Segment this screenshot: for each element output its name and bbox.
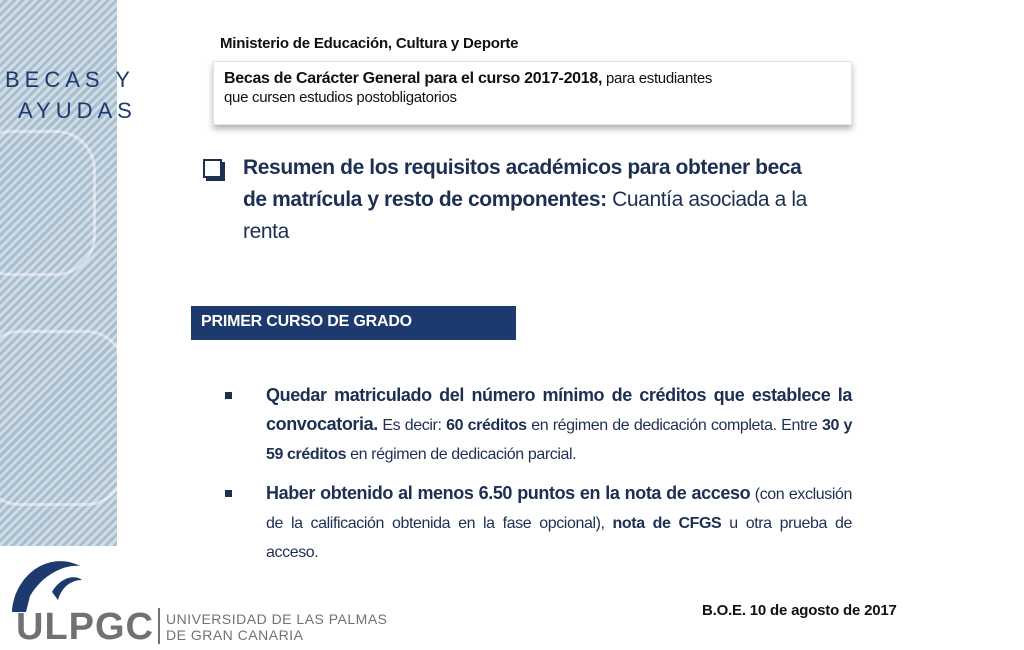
sidebar-title-line1: BECAS Y <box>5 67 135 92</box>
requirement-1-bold-partial: 30 y 59 créditos <box>266 417 853 463</box>
list-item <box>222 479 852 567</box>
requirement-1-bold: Quedar matriculado del número mínimo de créditos que establece la convocatoria. <box>266 385 852 434</box>
decorative-shape <box>0 330 117 506</box>
requirement-1-text: Es decir: <box>377 417 447 434</box>
requirement-2-text: (con exclusión de la calificación obtenida en la fase opcional), <box>266 486 852 532</box>
university-name <box>166 611 388 643</box>
requirement-1-bold-credits: 60 créditos <box>446 417 527 434</box>
slide-heading <box>203 152 828 248</box>
requirement-2-text-2: u otra prueba de acceso. <box>266 515 852 561</box>
decorative-shape <box>0 130 96 276</box>
heading-rest-text: Cuantía asociada a la renta <box>243 188 807 243</box>
logo-divider <box>158 608 160 644</box>
becas-title: Becas de Carácter General para el curso 2017-2018, <box>224 70 603 87</box>
heading-bold-text: Resumen de los requisitos académicos para obtener beca de matrícula y resto de componentes: <box>243 156 802 211</box>
requirements-list <box>222 381 852 567</box>
requirement-2-bold: Haber obtenido al menos 6.50 puntos en la nota de acceso <box>266 483 751 503</box>
becas-subtitle-line2: que cursen estudios postobligatorios <box>224 89 457 106</box>
requirement-2-bold-cfgs: nota de CFGS <box>612 515 722 532</box>
square-bullet-icon <box>225 490 232 497</box>
checkbox-bullet-icon <box>203 159 222 178</box>
ministry-name: Ministerio de Educación, Cultura y Deporte <box>220 35 519 52</box>
sidebar-title <box>5 64 135 126</box>
section-label: PRIMER CURSO DE GRADO <box>191 306 516 340</box>
logo-acronym: ULPGC <box>16 606 154 648</box>
ulpgc-emblem-icon <box>8 556 88 612</box>
becas-subtitle: para estudiantes <box>602 70 713 87</box>
requirement-1-text-2: en régimen de dedicación completa. Entre <box>526 417 822 434</box>
square-bullet-icon <box>225 392 232 399</box>
becas-banner <box>213 61 852 125</box>
university-name-line1: UNIVERSIDAD DE LAS PALMAS <box>166 611 388 627</box>
university-name-line2: DE GRAN CANARIA <box>166 627 304 643</box>
list-item <box>222 381 852 469</box>
sidebar-title-line2: AYUDAS <box>18 98 137 123</box>
ulpgc-logo <box>8 556 388 648</box>
requirement-1-text-3: en régimen de dedicación parcial. <box>346 446 577 463</box>
boe-reference: B.O.E. 10 de agosto de 2017 <box>702 602 897 619</box>
